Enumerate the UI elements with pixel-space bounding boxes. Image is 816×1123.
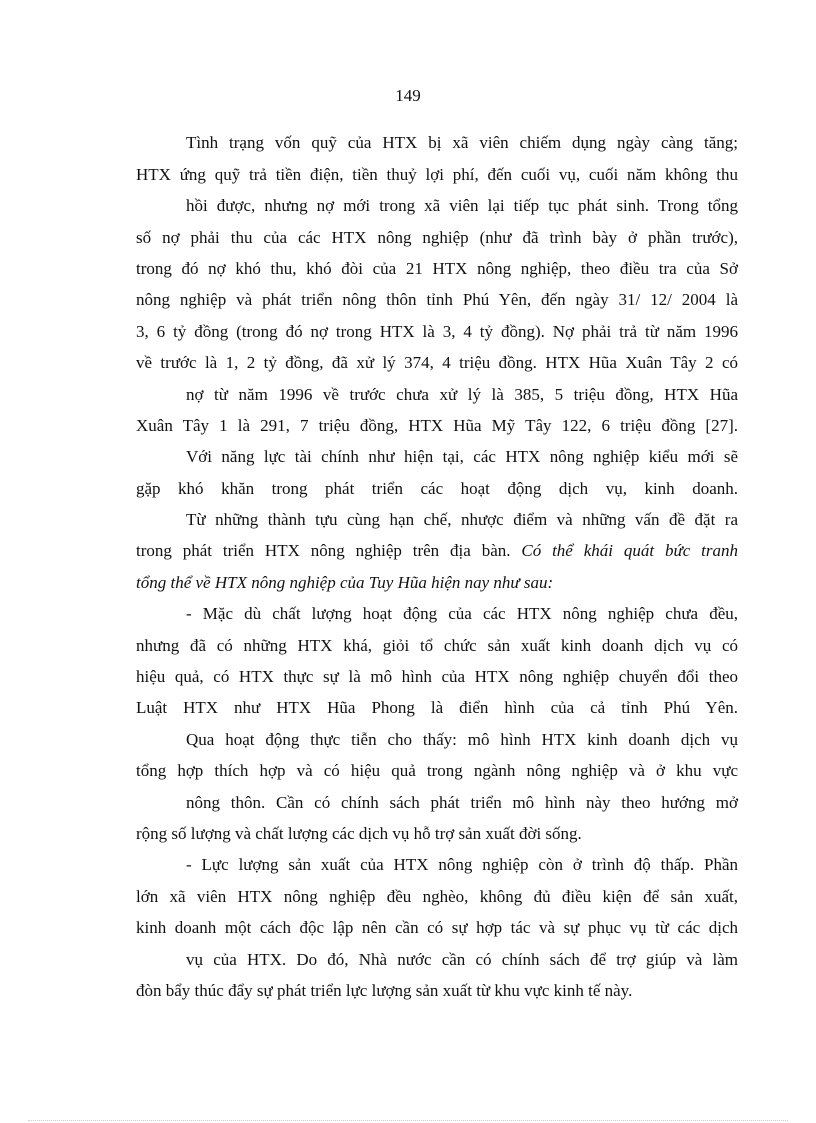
- text-line: Qua hoạt động thực tiễn cho thấy: mô hình HTX kinh doanh dịch vụ: [186, 730, 738, 749]
- text-line: tổng thể về HTX nông nghiệp của Tuy Hũa hiện nay như sau:: [136, 573, 554, 592]
- text-line: kinh doanh một cách độc lập nên cần có sự hợp tác và sự phục vụ từ các dịch: [136, 918, 738, 937]
- text-line: trong đó nợ khó thu, khó đòi của 21 HTX nông nghiệp, theo điều tra của Sở: [136, 259, 738, 278]
- text-line: vụ của HTX. Do đó, Nhà nước cần có chính sách để trợ giúp và làm: [186, 950, 738, 969]
- text-line: gặp khó khăn trong phát triển các hoạt động dịch vụ, kinh doanh.: [136, 479, 738, 498]
- text-line: đòn bẩy thúc đẩy sự phát triển lực lượng sản xuất từ khu vực kinh tế này.: [136, 981, 633, 1000]
- text-line: - Mặc dù chất lượng hoạt động của các HTX nông nghiệp chưa đều,: [186, 604, 738, 623]
- text-line: Với năng lực tài chính như hiện tại, các HTX nông nghiệp kiểu mới sẽ: [186, 447, 738, 466]
- text-line: Xuân Tây 1 là 291, 7 triệu đồng, HTX Hũa Mỹ Tây 122, 6 triệu đồng [27].: [136, 416, 738, 435]
- text-line: tổng hợp thích hợp và có hiệu quả trong ngành nông nghiệp và ở khu vực: [136, 761, 738, 780]
- text-line: nông thôn. Cần có chính sách phát triển mô hình này theo hướng mở: [186, 793, 738, 812]
- text-line: hồi được, nhưng nợ mới trong xã viên lại tiếp tục phát sinh. Trong tổng: [186, 196, 738, 215]
- text-line: Từ những thành tựu cùng hạn chế, nhược điểm và những vấn đề đặt ra: [186, 510, 738, 529]
- text-line: rộng số lượng và chất lượng các dịch vụ hỗ trợ sản xuất đời sống.: [136, 824, 582, 843]
- text-line: nợ từ năm 1996 về trước chưa xử lý là 385, 5 triệu đồng, HTX Hũa: [186, 385, 738, 404]
- footer-rule: [28, 1120, 788, 1121]
- page-number: 149: [395, 86, 421, 105]
- text-line: lớn xã viên HTX nông nghiệp đều nghèo, không đủ điều kiện để sản xuất,: [136, 887, 738, 906]
- text-line: số nợ phải thu của các HTX nông nghiệp (như đã trình bày ở phần trước),: [136, 228, 738, 247]
- text-line: nhưng đã có những HTX khá, giỏi tổ chức sản xuất kinh doanh dịch vụ có: [136, 636, 738, 655]
- text-segment: trong phát triển HTX nông nghiệp trên địa bàn.: [136, 541, 511, 560]
- italic-text-segment: Có thể khái quát bức tranh: [521, 541, 738, 560]
- text-line: Tình trạng vốn quỹ của HTX bị xã viên chiếm dụng ngày càng tăng;: [186, 133, 738, 152]
- text-line: về trước là 1, 2 tỷ đồng, đã xử lý 374, 4 triệu đồng. HTX Hũa Xuân Tây 2 có: [136, 353, 738, 372]
- text-line: [136, 541, 738, 561]
- text-line: 3, 6 tỷ đồng (trong đó nợ trong HTX là 3, 4 tỷ đồng). Nợ phải trả từ năm 1996: [136, 322, 738, 341]
- text-line: hiệu quả, có HTX thực sự là mô hình của HTX nông nghiệp chuyển đổi theo: [136, 667, 738, 686]
- text-line: nông nghiệp và phát triển nông thôn tỉnh Phú Yên, đến ngày 31/ 12/ 2004 là: [136, 290, 738, 309]
- text-line: Luật HTX như HTX Hũa Phong là điển hình của cả tỉnh Phú Yên.: [136, 698, 738, 717]
- text-line: HTX ứng quỹ trả tiền điện, tiền thuỷ lợi phí, đến cuối vụ, cuối năm không thu: [136, 165, 738, 184]
- text-line: - Lực lượng sản xuất của HTX nông nghiệp còn ở trình độ thấp. Phần: [186, 855, 738, 874]
